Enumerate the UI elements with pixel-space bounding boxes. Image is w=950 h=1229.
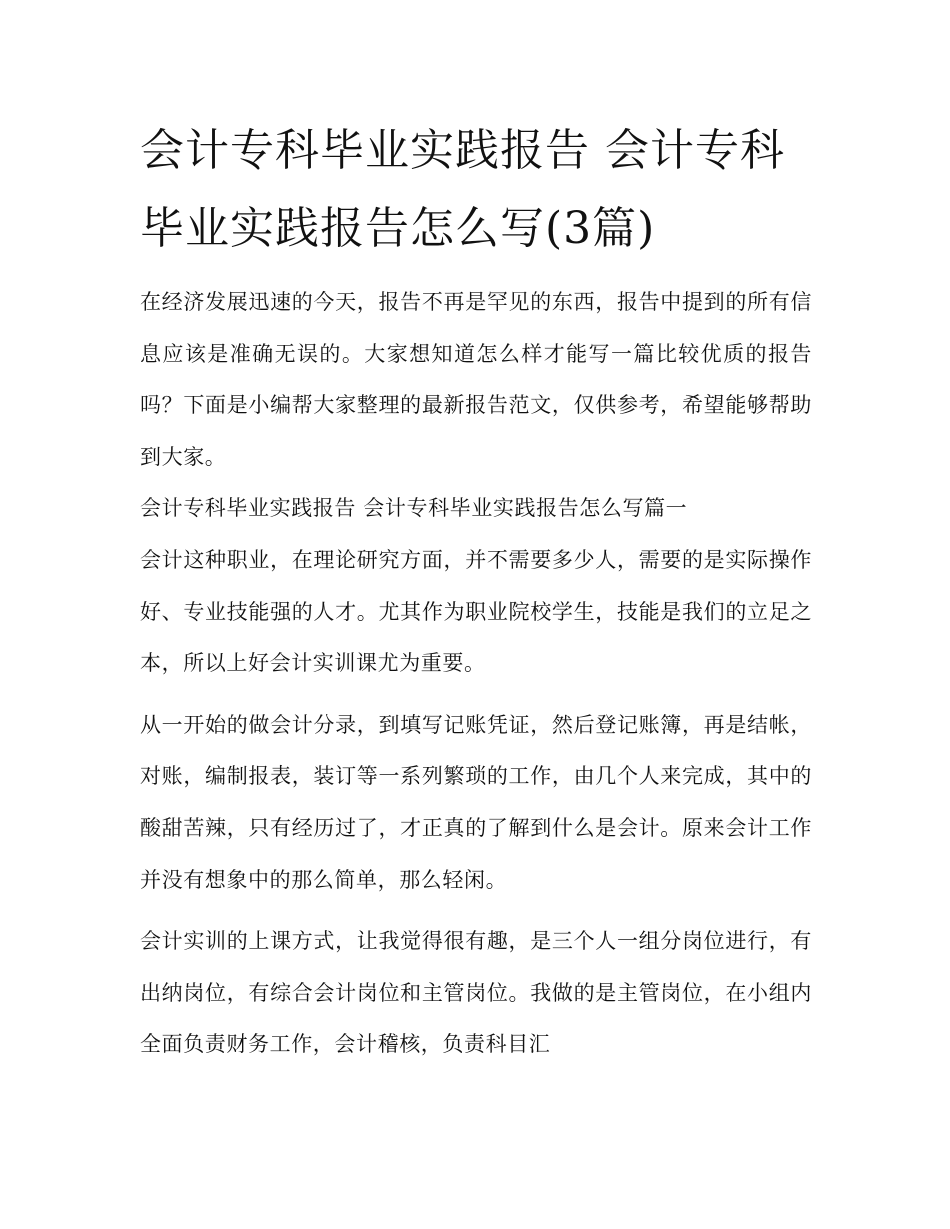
intro-paragraph: 在经济发展迅速的今天，报告不再是罕见的东西，报告中提到的所有信息应该是准确无误的。大家想知道怎么样才能写一篇比较优质的报告吗？下面是小编帮大家整理的最新报告范文，仅供参考，希望能够帮助到大家。	[140, 290, 812, 469]
body-paragraph: 会计这种职业，在理论研究方面，并不需要多少人，需要的是实际操作好、专业技能强的人才。尤其作为职业院校学生，技能是我们的立足之本，所以上好会计实训课尤为重要。	[140, 547, 812, 676]
body-paragraph: 从一开始的做会计分录，到填写记账凭证，然后登记账簿，再是结帐，对账，编制报表，装订等一系列繁琐的工作，由几个人来完成，其中的酸甜苦辣，只有经历过了，才正真的了解到什么是会计。原来会计工作并没有想象中的那么简单，那么轻闲。	[140, 712, 812, 892]
body-paragraph: 会计实训的上课方式，让我觉得很有趣，是三个人一组分岗位进行，有出纳岗位，有综合会计岗位和主管岗位。我做的是主管岗位，在小组内全面负责财务工作，会计稽核，负责科目汇	[140, 929, 812, 1057]
section-heading: 会计专科毕业实践报告 会计专科毕业实践报告怎么写篇一	[140, 496, 688, 521]
document-title: 会计专科毕业实践报告 会计专科毕业实践报告怎么写(3篇)	[140, 125, 785, 254]
document-content	[140, 112, 812, 1071]
